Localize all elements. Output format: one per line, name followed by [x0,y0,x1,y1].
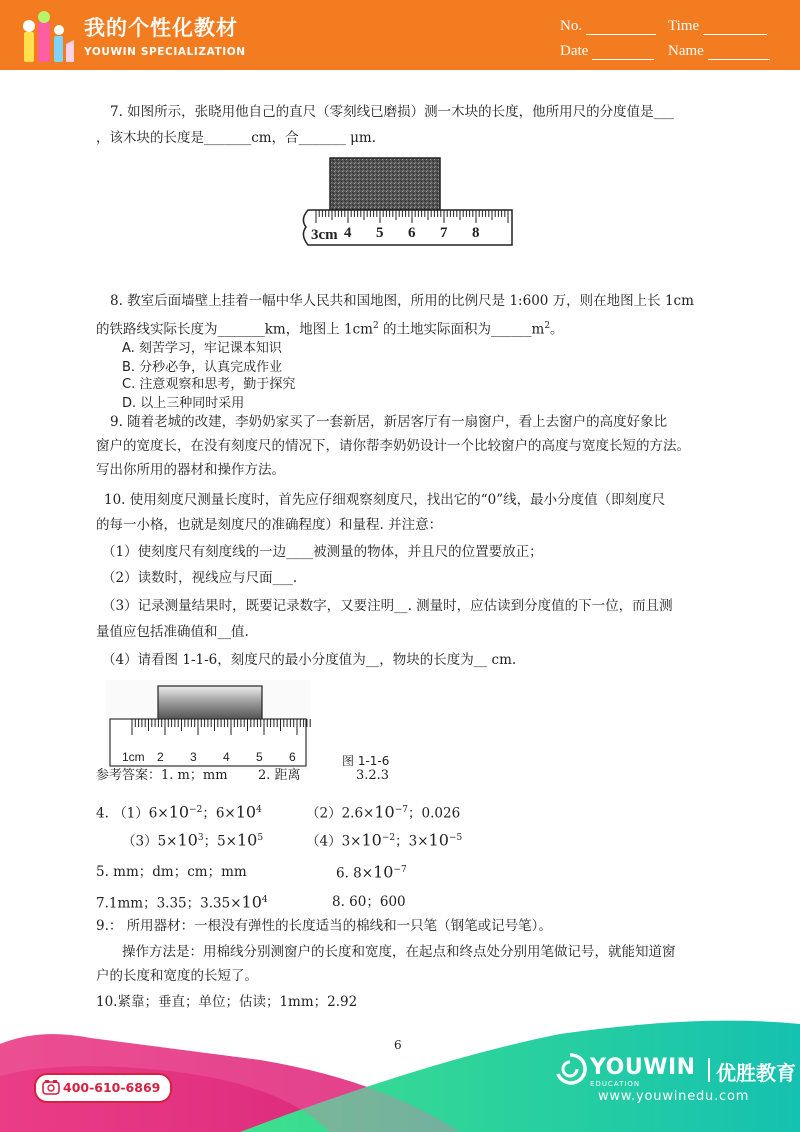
name-label: Name [668,43,704,59]
brand-subtitle: YOUWIN SPECIALIZATION [84,46,246,58]
answer-9-line3: 户的长度和宽度的长短了。 [96,968,258,984]
a7-base: 10 [241,892,262,912]
date-line [592,45,654,60]
a4-label: 4. [96,805,109,822]
a4-4-exp: −2 [381,833,396,843]
no-field [560,18,656,35]
answer-7 [96,890,268,914]
youwin-logo-icon [553,1052,587,1086]
option-c: C. 注意观察和思考，勤于探究 [122,377,296,392]
q10-line1: 10. 使用刻度尺测量长度时，首先应仔细观察刻度尺，找出它的“0”线，最小分度值（即刻度尺 [104,492,666,508]
brand-title: 我的个性化教材 [84,16,238,40]
answer-9-line1: 9.： 所用器材：一根没有弹性的长度适当的棉线和一只笔（钢笔或记号笔）。 [96,918,552,934]
name-field [668,43,770,60]
ruler2-tick-label: 4 [223,750,230,764]
no-line [586,20,656,35]
answer-9-line2: 操作方法是：用棉线分别测窗户的长度和宽度，在起点和终点处分别用笔做记号，就能知道窗 [122,944,676,960]
q8-sup2: 2 [544,321,551,331]
q10-item2: （2）读数时，视线应与尺面___. [102,570,298,586]
q8-line2 [96,316,564,340]
a4-2-end: ；0.026 [408,805,461,822]
answer-8: 8. 60；600 [332,894,406,910]
q10-line2: 的每一小格，也就是刻度尺的准确程度）和量程. 并注意： [96,517,443,533]
option-d: D. 以上三种同时采用 [122,396,245,411]
a4-2-base: 10 [374,802,395,822]
youwin-brand-cn: 优胜教育 [716,1061,796,1085]
a7-exp: 4 [261,895,268,905]
a4-1-mid: ；6× [202,805,236,822]
q8-text-a: 的铁路线实际长度为_______km，地图上 1cm [96,321,373,338]
a4-3-exp2: 5 [257,833,264,843]
answer-row0-b: 2. 距离 [258,768,301,783]
date-field [560,43,654,60]
ruler1-tick-label: 8 [472,225,480,241]
website-url: www.youwinedu.com [598,1089,750,1104]
page-number: 6 [394,1038,402,1052]
q9-line2: 窗户的宽度长，在没有刻度尺的情况下，请你帮李奶奶设计一个比较窗户的高度与宽度长短的方法。 [96,438,690,454]
answer-4 [96,800,262,824]
q8-sup: 2 [372,321,379,331]
no-label: No. [560,18,583,34]
time-field [668,18,767,35]
a4-3-base: 10 [177,830,198,850]
a4-4-base: 10 [361,830,382,850]
option-a: A. 刻苦学习，牢记课本知识 [122,341,282,356]
answer-10: 10.紧靠；垂直；单位；估读；1mm；2.92 [96,994,358,1010]
q10-item3b: 量值应包括准确值和__值. [96,624,249,640]
brand-divider [708,1058,710,1082]
phone-badge [34,1073,172,1103]
name-line [708,45,770,60]
wood-block-2 [158,686,262,719]
a6-exp: −7 [393,865,407,875]
a4-1-exp2: 4 [256,805,262,815]
q10-item1: （1）使刻度尺有刻度线的一边____被测量的物体，并且尺的位置要放正； [102,544,543,560]
q7-line1: 7. 如图所示，张晓用他自己的直尺（零刻线已磨损）测一木块的长度，他所用尺的分度值是___ [110,104,674,120]
wood-block-1 [330,158,440,210]
ruler1-tick-label: 3cm [311,227,338,243]
time-label: Time [668,18,700,34]
page-header [0,0,800,70]
q10-item4: （4）请看图 1-1-6，刻度尺的最小分度值为__，物块的长度为__ cm. [102,652,517,668]
ruler1-tick-label: 7 [440,225,448,241]
figure-caption: 图 1-1-6 [342,754,390,768]
a6: 6. 8× [336,865,374,882]
a4-1: （1）6× [113,805,169,822]
ruler-figure-2 [106,680,312,770]
youwin-brand-sub: EDUCATION [590,1080,641,1088]
a4-4-mid: ；3× [395,833,429,850]
answer-4-4 [306,828,462,852]
ruler1-tick-label: 5 [376,225,384,241]
a6-base: 10 [373,862,394,882]
option-b: B. 分秒必争，认真完成作业 [122,360,283,375]
a4-3: （3）5× [122,833,178,850]
q8-line1: 8. 教室后面墙壁上挂着一幅中华人民共和国地图，所用的比例尺是 1:600 万，则在地图上长 1cm [110,293,694,309]
a4-4-base2: 10 [428,830,449,850]
date-label: Date [560,43,589,59]
answer-row0-a: 参考答案：1. m；mm [96,768,228,783]
ruler2-tick-label: 1cm [122,750,145,764]
a4-1-exp: −2 [189,805,203,815]
q9-line3: 写出你所用的器材和操作方法。 [96,462,285,478]
ruler2-tick-label: 2 [157,750,164,764]
answer-row0-c: 3.2.3 [356,768,390,783]
answer-4-2 [306,800,460,824]
q8-text-c: 。 [550,321,564,338]
ruler1-tick-label: 6 [408,225,416,241]
a4-3-base2: 10 [237,830,258,850]
a4-3-mid: ；5× [203,833,237,850]
ruler2-tick-label: 5 [256,750,263,764]
youwin-brand: YOUWIN [590,1055,696,1080]
ruler2-tick-label: 6 [289,750,296,764]
a4-2: （2）2.6× [306,805,375,822]
ruler1-tick-label: 4 [344,225,352,241]
a4-3-exp: 3 [197,833,204,843]
ruler2-tick-label: 3 [190,750,197,764]
answer-6 [336,860,407,884]
phone-icon [42,1079,60,1097]
a4-4: （4）3× [306,833,362,850]
logo-icon [18,10,76,64]
a4-4-exp2: −5 [448,833,463,843]
ruler-figure-1 [298,155,520,250]
answer-4-3 [122,828,263,852]
time-line [703,20,767,35]
phone-number: 400-610-6869 [63,1080,161,1095]
q10-item3: （3）记录测量结果时，既要记录数字，又要注明__. 测量时，应估读到分度值的下一位，而且测 [102,598,673,614]
a4-1-base: 10 [168,802,190,822]
q7-line2: ，该木块的长度是_______cm，合_______ μm. [96,130,377,146]
answer-5: 5. mm；dm；cm；mm [96,864,247,880]
q8-text-b: 的土地实际面积为______m [378,321,545,338]
a7: 7.1mm；3.35；3.35× [96,895,242,912]
q9-line1: 9. 随着老城的改建，李奶奶家买了一套新居，新居客厅有一扇窗户，看上去窗户的高度好象比 [110,414,668,430]
a4-2-exp: −7 [394,805,409,815]
a4-1-base2: 10 [235,802,257,822]
